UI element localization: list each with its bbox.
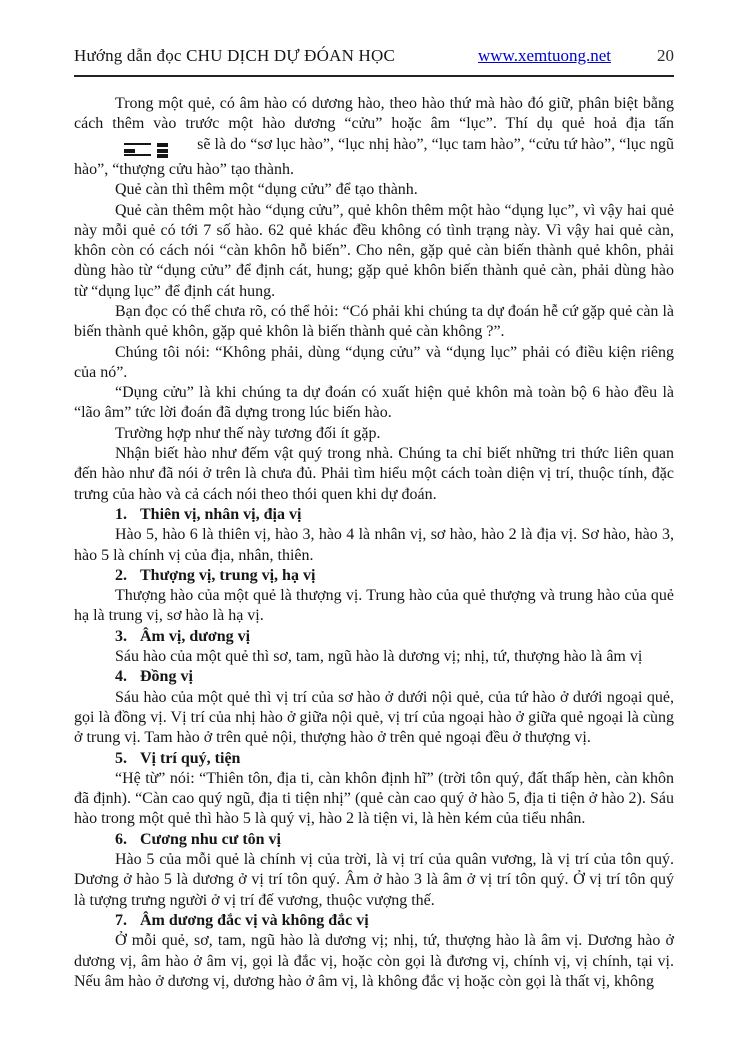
header-link[interactable]: www.xemtuong.net: [478, 46, 611, 65]
page-header: [74, 46, 674, 66]
body-paragraph: Quẻ càn thì thêm một “dụng cửu” để tạo thành.: [115, 181, 418, 199]
section-title: Cương nhu cư tôn vị: [140, 830, 281, 848]
section-title: Đồng vị: [140, 668, 193, 686]
section-number: 6.: [115, 830, 127, 848]
body-paragraph: Thượng hào của một quẻ là thượng vị. Trung hào của quẻ thượng và trung hào của quẻ hạ là trung vị, sơ hào là hạ vị.: [74, 587, 674, 625]
body-paragraph: Quẻ càn thêm một hào “dụng cửu”, quẻ khôn thêm một hào “dụng lục”, vì vậy hai quẻ này mỗi quẻ có tới 7 số hào. 62 quẻ khác đều không có tình trạng này. Vì vậy hai quẻ càn, khôn còn có cách nói “càn khôn hỗ biến”. Cho nên, gặp quẻ càn biến thành quẻ khôn, phải dùng hào từ “dụng cửu” để định cát, hung; gặp quẻ khôn biến thành quẻ càn, phải dùng hào từ “dụng lục” để định cát hung.: [74, 201, 674, 300]
section-title: Vị trí quý, tiện: [140, 749, 241, 767]
body-paragraph-intro: [74, 94, 674, 180]
header-divider: [74, 75, 674, 77]
body-paragraph: Hào 5, hào 6 là thiên vị, hào 3, hào 4 là nhân vị, sơ hào, hào 2 là địa vị. Sơ hào, hào 3, hào 5 là chính vị của địa, nhân, thiên.: [74, 526, 674, 564]
body-paragraph: Sáu hào của một quẻ thì sơ, tam, ngũ hào là dương vị; nhị, tứ, thượng hào là âm vị: [115, 648, 643, 666]
body-paragraph: Sáu hào của một quẻ thì vị trí của sơ hào ở dưới nội quẻ, của tứ hào ở dưới ngoại quẻ, gọi là đồng vị. Vị trí của nhị hào ở giữa nội quẻ, vị trí của ngoại hào ở giữa quẻ ngoại là cùng ở trung vị. Tam hào ở trên quẻ nội, thượng hào ở trên quẻ ngoại đều ở thượng vị.: [74, 688, 674, 747]
section-title: Thiên vị, nhân vị, địa vị: [140, 505, 302, 523]
body-paragraph: Trường hợp như thế này tương đối ít gặp.: [115, 424, 381, 442]
page-content: [74, 94, 674, 992]
section-number: 3.: [115, 627, 127, 645]
header-title: Hướng dẫn đọc CHU DỊCH DỰ ĐÓAN HỌC: [74, 46, 396, 65]
section-heading: [74, 627, 674, 647]
section-number: 5.: [115, 749, 127, 767]
hexagram-hoa-dia-tan-icon: [80, 140, 187, 160]
page-number: 20: [657, 46, 674, 65]
section-heading: [74, 911, 674, 931]
section-number: 4.: [115, 668, 127, 686]
section-title: Âm dương đắc vị và không đắc vị: [140, 911, 369, 929]
intro-text-after: sẽ là do “sơ lục hào”, “lục nhị hào”, “lục tam hào”, “cửu tứ hào”, “lục ngũ hào”, “thượng cửu hào” tạo thành.: [74, 135, 674, 178]
body-paragraph: Nhận biết hào như đếm vật quý trong nhà. Chúng ta chỉ biết những tri thức liên quan đến hào như đã nói ở trên là chưa đủ. Phải tìm hiểu một cách toàn diện vị trí, thuộc tính, đặc trưng của hào và cả cách nói theo thói quen khi dự đoán.: [74, 445, 674, 503]
section-heading: [74, 830, 674, 850]
section-heading: [74, 667, 674, 687]
section-number: 2.: [115, 566, 127, 584]
trigram-icon: [124, 140, 151, 160]
trigram-icon: [157, 140, 184, 160]
section-number: 1.: [115, 505, 127, 523]
intro-text-before: Trong một quẻ, có âm hào có dương hào, theo hào thứ mà hào đó giữ, phân biệt bằng cách thêm vào trước một hào dương “cửu” hoặc âm “lục”. Thí dụ quẻ hoả địa tấn: [74, 95, 674, 133]
section-heading: [74, 505, 674, 525]
section-title: Thượng vị, trung vị, hạ vị: [140, 566, 316, 584]
section-title: Âm vị, dương vị: [140, 627, 251, 645]
content-blocks: [74, 180, 674, 992]
body-paragraph: “Hệ từ” nói: “Thiên tôn, địa ti, càn khôn định hĩ” (trời tôn quý, đất thấp hèn, càn khôn đã định). “Càn cao quý ngũ, địa ti tiện nhị” (quẻ càn cao quý ở hào 5, địa ti tiện ở hào 2). Sáu hào trong một quẻ thì hào 5 là quý vị, hào 2 là tiện vi, là hèn kém của tiểu nhân.: [74, 769, 674, 828]
body-paragraph: “Dụng cửu” là khi chúng ta dự đoán có xuất hiện quẻ khôn mà toàn bộ 6 hào đều là “lão âm” tức lời đoán đã dựng trong lúc biến hào.: [74, 384, 674, 422]
body-paragraph: Hào 5 của mỗi quẻ là chính vị của trời, là vị trí của quân vương, là vị trí của tôn quý. Dương ở hào 5 là dương ở vị trí tôn quý. Âm ở hào 3 là âm ở vị trí tôn quý. Ở vị trí tôn quý là tượng trưng người ở vị trí đế vương, thuộc vượng thế.: [74, 851, 674, 909]
body-paragraph: Bạn đọc có thể chưa rõ, có thể hỏi: “Có phải khi chúng ta dự đoán hễ cứ gặp quẻ càn là biến thành quẻ khôn, gặp quẻ khôn là biến thành quẻ càn không ?”.: [74, 303, 674, 341]
section-heading: [74, 749, 674, 769]
body-paragraph: Chúng tôi nói: “Không phải, dùng “dụng cửu” và “dụng lục” phải có điều kiện riêng của nó”.: [74, 343, 674, 381]
section-heading: [74, 566, 674, 586]
body-paragraph: Ở mỗi quẻ, sơ, tam, ngũ hào là dương vị; nhị, tứ, thượng hào là âm vị. Dương hào ở dương vị, âm hào ở âm vị, gọi là đắc vị, hoặc còn gọi là đương vị, chính vị, vị chính, tại vị. Nếu âm hào ở dương vị, dương hào ở âm vị, là không đắc vị hoặc còn gọi là thất vị, không: [74, 932, 674, 990]
section-number: 7.: [115, 911, 127, 929]
